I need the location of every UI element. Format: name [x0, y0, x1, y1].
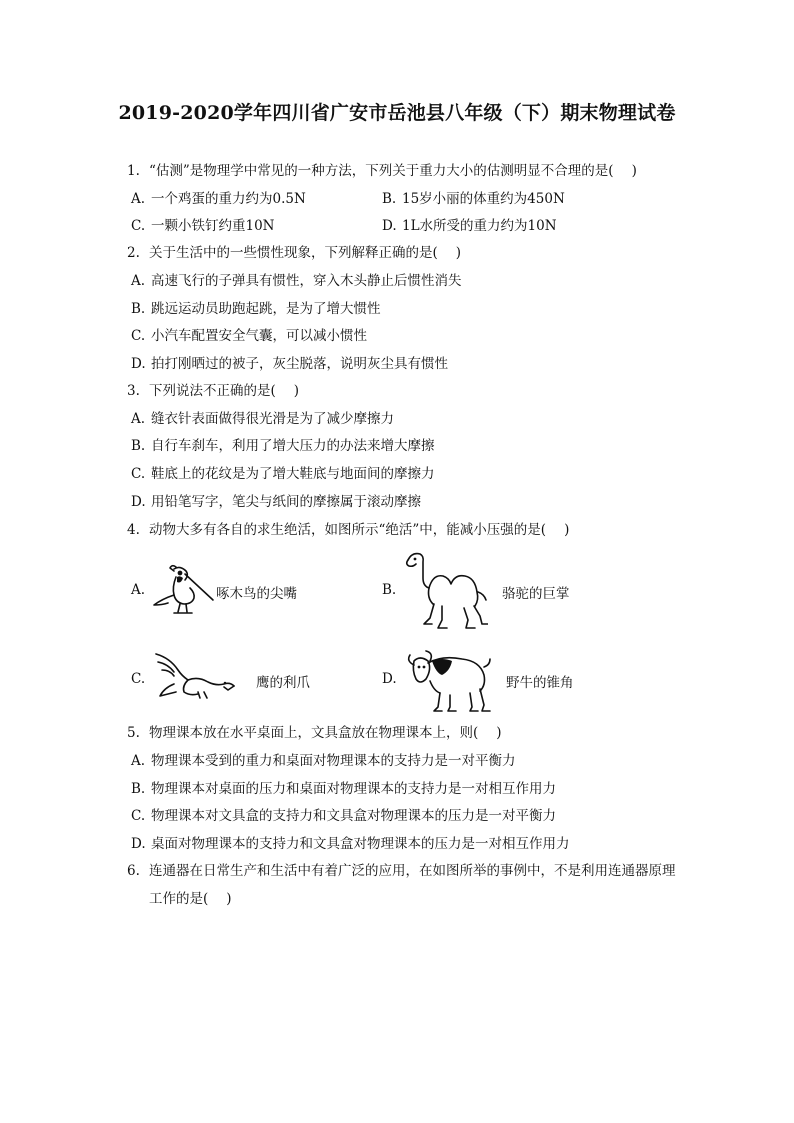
question-number: 5.	[127, 725, 140, 741]
exam-title: 2019-2020学年四川省广安市岳池县八年级（下）期末物理试卷	[118, 102, 676, 124]
option-1d: D. 1L水所受的重力约为10N	[382, 218, 557, 234]
question-6	[127, 862, 676, 880]
question-stem: 动物大多有各自的求生绝活，如图所示“绝活”中，能减小压强的是(	[149, 522, 547, 538]
question-1	[127, 162, 637, 180]
option-3d: D. 用铅笔写字，笔尖与纸间的摩擦属于滚动摩擦	[131, 494, 421, 510]
option-4c-text: 鹰的利爪	[256, 675, 310, 691]
question-3: 3. 下列说法不正确的是( )	[127, 383, 300, 399]
question-6-continued: 工作的是( )	[149, 891, 232, 907]
question-stem: “估测”是物理学中常见的一种方法，下列关于重力大小的估测明显不合理的是(	[149, 163, 614, 179]
option-5a: A. 物理课本受到的重力和桌面对物理课本的支持力是一对平衡力	[131, 753, 516, 769]
question-stem: 下列说法不正确的是(	[149, 383, 276, 399]
option-1a: A. 一个鸡蛋的重力约为0.5N	[131, 191, 306, 207]
option-2d: D. 拍打刚晒过的被子，灰尘脱落，说明灰尘具有惯性	[131, 356, 448, 372]
woodpecker-image	[150, 563, 216, 618]
question-2: 2. 关于生活中的一些惯性现象，下列解释正确的是( )	[127, 245, 462, 261]
option-4d-text: 野牛的锥角	[506, 675, 574, 691]
question-number: 1.	[127, 163, 140, 179]
option-4c-letter: C.	[131, 671, 146, 687]
option-1b: B. 15岁小丽的体重约为450N	[382, 191, 565, 207]
question-number: 3.	[127, 383, 140, 399]
option-3b: B. 自行车刹车，利用了增大压力的办法来增大摩擦	[131, 438, 435, 454]
option-4a-letter: A.	[131, 582, 146, 598]
option-2c: C. 小汽车配置安全气囊，可以减小惯性	[131, 328, 367, 344]
option-4a-text: 啄木鸟的尖嘴	[216, 586, 297, 602]
option-3a: A. 缝衣针表面做得很光滑是为了减少摩擦力	[131, 411, 394, 427]
camel-image	[402, 548, 488, 634]
option-3c: C. 鞋底上的花纹是为了增大鞋底与地面间的摩擦力	[131, 466, 435, 482]
question-stem: 关于生活中的一些惯性现象，下列解释正确的是(	[149, 245, 438, 261]
option-5d: D. 桌面对物理课本的支持力和文具盒对物理课本的压力是一对相互作用力	[131, 836, 570, 852]
question-number: 2.	[127, 245, 140, 261]
question-number: 4.	[127, 522, 140, 538]
question-stem: 物理课本放在水平桌面上，文具盒放在物理课本上，则(	[149, 725, 479, 741]
bison-image	[404, 647, 492, 717]
question-close: )	[631, 163, 637, 179]
option-4d-letter: D.	[382, 671, 397, 687]
question-5: 5. 物理课本放在水平桌面上，文具盒放在物理课本上，则( )	[127, 725, 502, 741]
question-4: 4. 动物大多有各自的求生绝活，如图所示“绝活”中，能减小压强的是( )	[127, 522, 570, 538]
option-2a: A. 高速飞行的子弹具有惯性，穿入木头静止后惯性消失	[131, 273, 462, 289]
option-4b-text: 骆驼的巨掌	[502, 586, 570, 602]
question-stem: 连通器在日常生产和生活中有着广泛的应用，在如图所举的事例中，不是利用连通器原理	[149, 863, 676, 879]
option-1c: C. 一颗小铁钉约重10N	[131, 218, 275, 234]
option-5c: C. 物理课本对文具盒的支持力和文具盒对物理课本的压力是一对平衡力	[131, 808, 556, 824]
eagle-image	[152, 648, 236, 700]
option-4b-letter: B.	[382, 582, 397, 598]
option-2b: B. 跳远运动员助跑起跳，是为了增大惯性	[131, 301, 381, 317]
question-number: 6.	[127, 863, 140, 879]
option-5b: B. 物理课本对桌面的压力和桌面对物理课本的支持力是一对相互作用力	[131, 781, 556, 797]
